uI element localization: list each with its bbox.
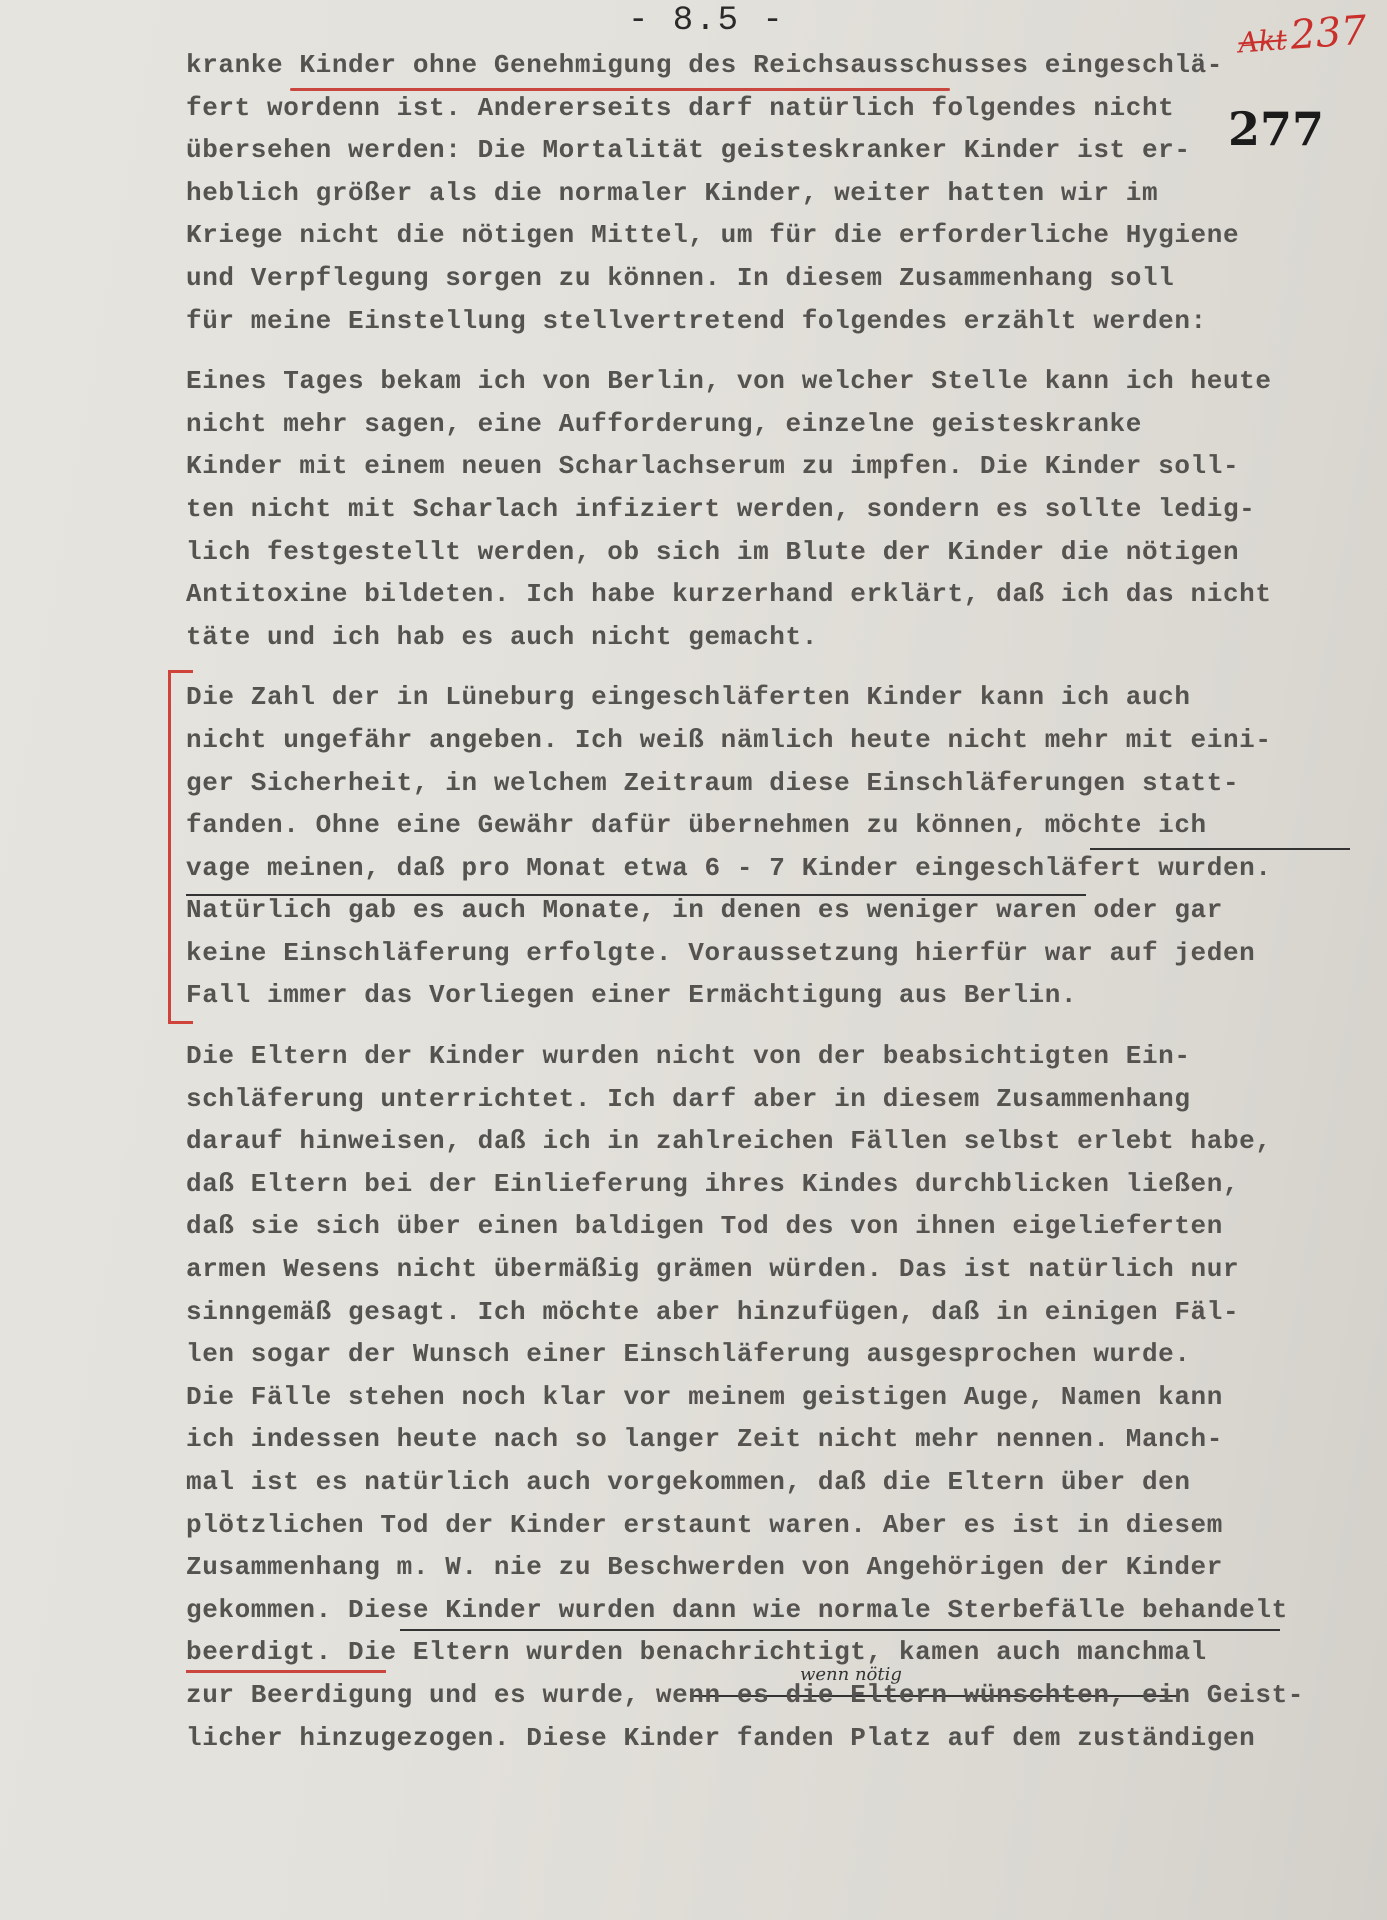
- text-line: Kriege nicht die nötigen Mittel, um für die erforderliche Hygiene: [186, 220, 1240, 251]
- text-line: nicht ungefähr angeben. Ich weiß nämlich heute nicht mehr mit eini-: [186, 724, 1272, 755]
- text-line: vage meinen, daß pro Monat etwa 6 - 7 Kinder eingeschläfert wurden.: [186, 852, 1272, 883]
- handwritten-insert-note: wenn nötig: [800, 1664, 902, 1685]
- text-line: daß sie sich über einen baldigen Tod des von ihnen eigelieferten: [186, 1211, 1223, 1242]
- text-line: mal ist es natürlich auch vorgekommen, daß die Eltern über den: [186, 1467, 1191, 1497]
- text-line: täte und ich hab es auch nicht gemacht.: [186, 621, 818, 652]
- paragraph: [186, 44, 1366, 342]
- text-line: Die Fälle stehen noch klar vor meinem geistigen Auge, Namen kann: [186, 1381, 1223, 1412]
- text-line: len sogar der Wunsch einer Einschläferung ausgesprochen wurde.: [186, 1339, 1191, 1370]
- text-line: Kinder mit einem neuen Scharlachserum zu impfen. Die Kinder soll-: [186, 451, 1240, 482]
- text-line: ich indessen heute nach so langer Zeit nicht mehr nennen. Manch-: [186, 1424, 1223, 1455]
- text-line: zur Beerdigung und es wurde, wenn es die Eltern wünschten, ein Geist-: [186, 1679, 1304, 1710]
- archive-folio-struck: Akt: [1237, 23, 1288, 60]
- text-line: nicht mehr sagen, eine Aufforderung, einzelne geisteskranke: [186, 408, 1142, 439]
- text-line: übersehen werden: Die Mortalität geisteskranker Kinder ist er-: [186, 135, 1191, 166]
- text-line: Antitoxine bildeten. Ich habe kurzerhand erklärt, daß ich das nicht: [186, 579, 1272, 610]
- text-line: darauf hinweisen, daß ich in zahlreichen Fällen selbst erlebt habe,: [186, 1126, 1272, 1157]
- text-line: Eines Tages bekam ich von Berlin, von welcher Stelle kann ich heute: [186, 366, 1272, 397]
- text-line: Fall immer das Vorliegen einer Ermächtigung aus Berlin.: [186, 980, 1078, 1011]
- text-line: ten nicht mit Scharlach infiziert werden, sondern es sollte ledig-: [186, 493, 1256, 524]
- text-line: daß Eltern bei der Einlieferung ihres Kindes durchblicken ließen,: [186, 1168, 1240, 1199]
- text-line: Zusammenhang m. W. nie zu Beschwerden von Angehörigen der Kinder: [186, 1552, 1223, 1583]
- text-line: Die Zahl der in Lüneburg eingeschläferten Kinder kann ich auch: [186, 682, 1191, 713]
- text-line: plötzlichen Tod der Kinder erstaunt waren. Aber es ist in diesem: [186, 1509, 1223, 1540]
- text-line: beerdigt. Die Eltern wurden benachrichtigt, kamen auch manchmal: [186, 1637, 1207, 1668]
- text-line: licher hinzugezogen. Diese Kinder fanden Platz auf dem zuständigen: [186, 1722, 1256, 1753]
- text-line: fert wordenn ist. Andererseits darf natürlich folgendes nicht: [186, 92, 1175, 123]
- text-line: sinngemäß gesagt. Ich möchte aber hinzufügen, daß in einigen Fäl-: [186, 1296, 1240, 1327]
- text-line: Die Eltern der Kinder wurden nicht von der beabsichtigten Ein-: [186, 1041, 1191, 1072]
- text-line: keine Einschläferung erfolgte. Voraussetzung hierfür war auf jeden: [186, 937, 1256, 968]
- paragraph: [186, 1035, 1366, 1759]
- stamp-number: 277: [1228, 102, 1325, 156]
- text-line: gekommen. Diese Kinder wurden dann wie normale Sterbefälle behandelt: [186, 1594, 1288, 1625]
- paragraph-bracketed: [186, 676, 1366, 1017]
- text-line: kranke Kinder ohne Genehmigung des Reichsausschusses eingeschlä-: [186, 50, 1223, 80]
- text-line: armen Wesens nicht übermäßig grämen würden. Das ist natürlich nur: [186, 1254, 1240, 1285]
- text-line: schläferung unterrichtet. Ich darf aber in diesem Zusammenhang: [186, 1083, 1191, 1114]
- red-margin-bracket: [168, 670, 193, 1024]
- text-line: fanden. Ohne eine Gewähr dafür übernehmen zu können, möchte ich: [186, 810, 1207, 841]
- text-line: ger Sicherheit, in welchem Zeitraum diese Einschläferungen statt-: [186, 767, 1240, 798]
- typed-text-body: [186, 44, 1366, 1777]
- archive-folio-number: 237: [1288, 7, 1369, 59]
- paragraph: [186, 360, 1366, 658]
- text-line: Natürlich gab es auch Monate, in denen es weniger waren oder gar: [186, 895, 1223, 926]
- text-line: für meine Einstellung stellvertretend folgendes erzählt werden:: [186, 305, 1207, 336]
- text-line: und Verpflegung sorgen zu können. In diesem Zusammenhang soll: [186, 262, 1175, 293]
- text-line: heblich größer als die normaler Kinder, weiter hatten wir im: [186, 177, 1159, 208]
- page-number: - 8.5 -: [628, 2, 785, 40]
- text-line: lich festgestellt werden, ob sich im Blute der Kinder die nötigen: [186, 536, 1240, 567]
